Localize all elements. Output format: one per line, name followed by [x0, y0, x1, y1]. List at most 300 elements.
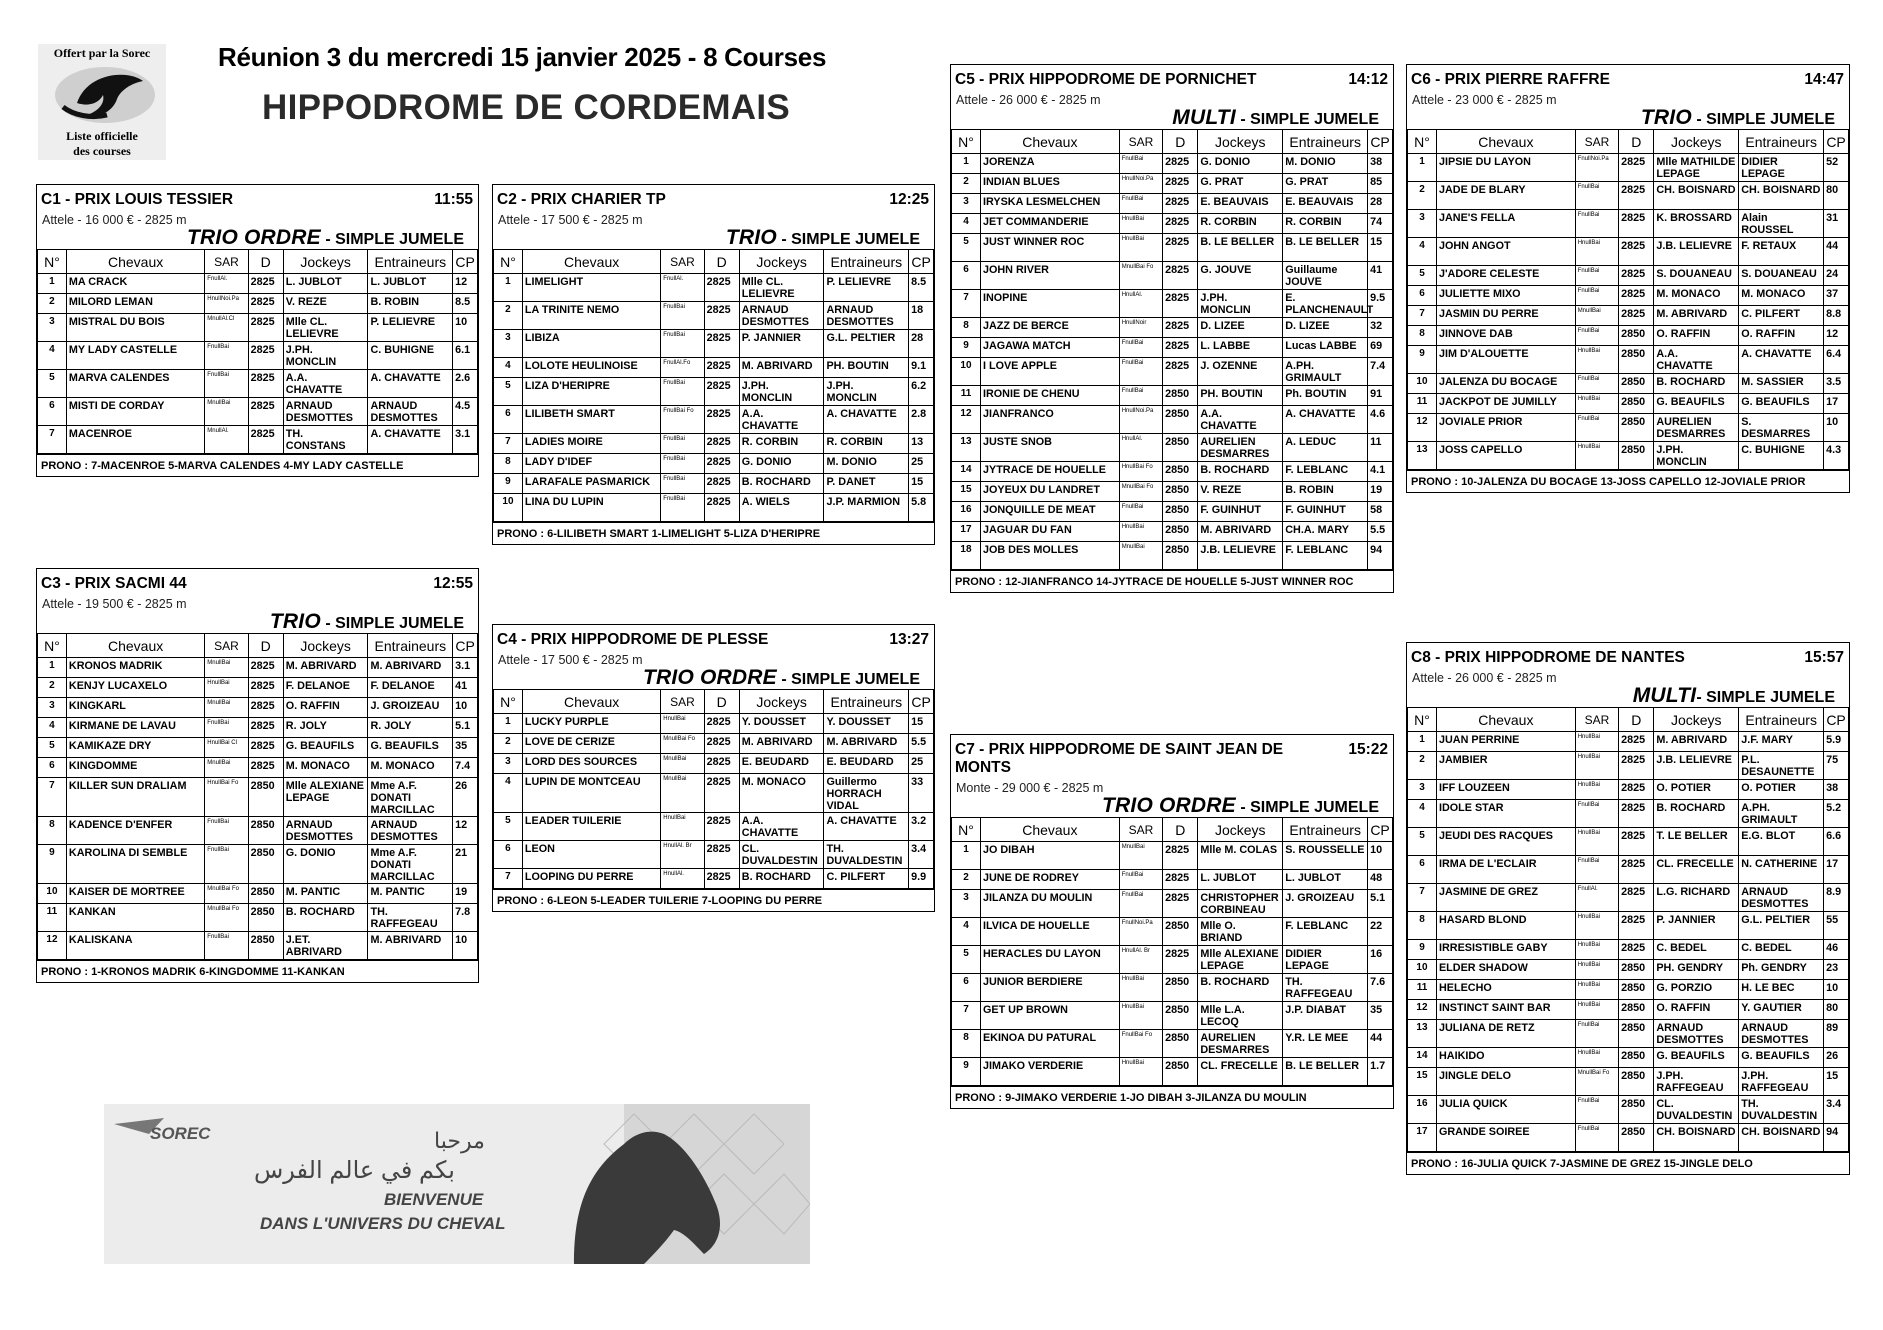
table-row: [952, 214, 1393, 234]
runner-trainer: ARNAUD DESMOTTES: [368, 398, 453, 426]
runner-trainer: M. DONIO: [824, 454, 909, 474]
runner-cp: 26: [453, 778, 478, 817]
runner-distance: 2850: [1619, 1048, 1654, 1068]
runners-table: [37, 633, 478, 960]
runner-number: 3: [38, 698, 67, 718]
runner-number: 8: [38, 817, 67, 845]
runner-jockey: M. ABRIVARD: [739, 734, 824, 754]
col-dist: D: [1619, 708, 1654, 732]
runner-cp: 9.5: [1368, 290, 1393, 318]
col-cp: CP: [1824, 708, 1849, 732]
runner-cp: 31: [1824, 210, 1849, 238]
runner-trainer: B. LE BELLER: [1283, 1058, 1368, 1086]
col-dist: D: [1163, 130, 1198, 154]
runner-distance: 2825: [704, 774, 739, 813]
col-horse: Chevaux: [980, 818, 1119, 842]
runner-cp: 12: [1824, 326, 1849, 346]
runner-distance: 2825: [1163, 358, 1198, 386]
runner-jockey: O. RAFFIN: [283, 698, 368, 718]
col-trainer: Entraineurs: [368, 634, 453, 658]
runner-distance: 2850: [1619, 1068, 1654, 1096]
table-row: [38, 426, 478, 454]
runner-cp: 89: [1824, 1020, 1849, 1048]
table-row: [1408, 306, 1849, 326]
col-horse: Chevaux: [522, 250, 660, 274]
col-dist: D: [1163, 818, 1198, 842]
runner-distance: 2825: [704, 813, 739, 841]
runner-sar: HnullNoi.Pa: [205, 294, 248, 314]
runner-horse: JIM D'ALOUETTE: [1436, 346, 1575, 374]
runner-sar: MnullBai Fo: [1119, 482, 1162, 502]
runner-horse: MISTI DE CORDAY: [66, 398, 204, 426]
runner-number: 3: [1408, 210, 1437, 238]
table-row: [1408, 752, 1849, 780]
runner-number: 2: [952, 870, 981, 890]
runner-cp: 17: [1824, 856, 1849, 884]
runner-distance: 2850: [1163, 1002, 1198, 1030]
runner-sar: MnullBai: [1119, 842, 1162, 870]
col-cp: CP: [909, 250, 934, 274]
runner-distance: 2850: [1619, 414, 1654, 442]
runner-trainer: ARNAUD DESMOTTES: [824, 302, 909, 330]
col-num: N°: [1408, 708, 1437, 732]
runner-cp: 5.9: [1824, 732, 1849, 752]
runners-table: [1407, 707, 1849, 1152]
runner-sar: FnullBai: [1119, 386, 1162, 406]
runner-sar: FnullBai: [661, 302, 704, 330]
runner-number: 4: [494, 358, 523, 378]
table-header-row: [38, 634, 478, 658]
table-header-row: [38, 250, 478, 274]
runner-distance: 2850: [248, 904, 283, 932]
runner-jockey: J.PH. MONCLIN: [1198, 290, 1283, 318]
race-card-c7: [950, 734, 1394, 1109]
runner-cp: 28: [909, 330, 934, 358]
runner-trainer: F. LEBLANC: [1283, 918, 1368, 946]
runner-cp: 10: [453, 698, 478, 718]
table-row: [952, 842, 1393, 870]
runner-cp: 8.5: [453, 294, 478, 314]
runner-number: 2: [1408, 182, 1437, 210]
runner-number: 9: [952, 1058, 981, 1086]
runner-horse: I LOVE APPLE: [980, 358, 1119, 386]
runner-horse: MISTRAL DU BOIS: [66, 314, 204, 342]
runner-distance: 2825: [248, 758, 283, 778]
runner-number: 6: [1408, 856, 1437, 884]
runner-horse: LUCKY PURPLE: [522, 714, 660, 734]
runner-number: 6: [494, 841, 523, 869]
runner-number: 1: [952, 842, 981, 870]
col-sar: SAR: [205, 250, 248, 274]
runner-horse: JUAN PERRINE: [1436, 732, 1575, 752]
runner-sar: FnullBai: [205, 845, 248, 884]
runner-cp: 12: [453, 274, 478, 294]
table-row: [952, 542, 1393, 570]
runner-number: 7: [1408, 306, 1437, 326]
runner-trainer: J. GROIZEAU: [1283, 890, 1368, 918]
runner-number: 4: [952, 214, 981, 234]
runner-jockey: J.B. LELIEVRE: [1198, 542, 1283, 570]
runner-jockey: B. ROCHARD: [739, 474, 824, 494]
runner-trainer: P. DANET: [824, 474, 909, 494]
table-row: [952, 522, 1393, 542]
runner-jockey: M. PANTIC: [283, 884, 368, 904]
table-row: [1408, 1000, 1849, 1020]
runner-horse: LIMELIGHT: [522, 274, 660, 302]
runner-distance: 2850: [1163, 1030, 1198, 1058]
runner-sar: HnullNoir: [1119, 318, 1162, 338]
runner-horse: LIBIZA: [522, 330, 660, 358]
runner-sar: MnullBai: [661, 774, 704, 813]
runner-jockey: M. ABRIVARD: [283, 658, 368, 678]
table-row: [952, 462, 1393, 482]
table-row: [494, 474, 934, 494]
runner-horse: LOLOTE HEULINOISE: [522, 358, 660, 378]
table-row: [1408, 326, 1849, 346]
col-horse: Chevaux: [66, 250, 204, 274]
table-row: [952, 174, 1393, 194]
runner-horse: KILLER SUN DRALIAM: [66, 778, 204, 817]
runner-horse: GET UP BROWN: [980, 1002, 1119, 1030]
runner-jockey: Mlle CL. LELIEVRE: [739, 274, 824, 302]
runner-number: 13: [1408, 442, 1437, 470]
runner-distance: 2825: [1619, 800, 1654, 828]
runner-sar: FnullNoi.Pa: [1119, 918, 1162, 946]
runner-jockey: ARNAUD DESMOTTES: [1654, 1020, 1739, 1048]
runner-number: 4: [38, 718, 67, 738]
runner-sar: FnullBai: [1119, 194, 1162, 214]
bet-main: MULTI: [1172, 106, 1236, 129]
race-conditions: Attele - 16 000 € - 2825 m: [42, 213, 187, 227]
race-prono: PRONO : 7-MACENROE 5-MARVA CALENDES 4-MY LADY CASTELLE: [37, 454, 478, 476]
runner-distance: 2850: [1619, 960, 1654, 980]
runner-distance: 2850: [1619, 980, 1654, 1000]
runner-number: 5: [494, 378, 523, 406]
runner-trainer: E.G. BLOT: [1739, 828, 1824, 856]
runner-distance: 2850: [1163, 542, 1198, 570]
col-horse: Chevaux: [1436, 708, 1575, 732]
runner-distance: 2825: [248, 294, 283, 314]
runner-jockey: S. DOUANEAU: [1654, 266, 1739, 286]
runner-number: 2: [38, 294, 67, 314]
col-dist: D: [704, 250, 739, 274]
runner-sar: HnullAl.: [1119, 290, 1162, 318]
runner-distance: 2825: [704, 302, 739, 330]
runner-jockey: M. MONACO: [739, 774, 824, 813]
runner-trainer: TH. DUVALDESTIN: [1739, 1096, 1824, 1124]
runner-number: 3: [494, 330, 523, 358]
runner-horse: HAIKIDO: [1436, 1048, 1575, 1068]
runner-distance: 2850: [1163, 1058, 1198, 1086]
banner-welcome: BIENVENUE: [384, 1190, 484, 1209]
runner-trainer: P.L. DESAUNETTE: [1739, 752, 1824, 780]
runner-jockey: Mlle O. BRIAND: [1198, 918, 1283, 946]
runner-trainer: G. BEAUFILS: [368, 738, 453, 758]
runner-distance: 2850: [248, 778, 283, 817]
bet-rest: - SIMPLE JUMELE: [1691, 111, 1835, 128]
runner-distance: 2825: [1619, 306, 1654, 326]
runner-number: 9: [1408, 940, 1437, 960]
runner-number: 3: [38, 314, 67, 342]
runner-cp: 5.8: [909, 494, 934, 522]
race-prono: PRONO : 16-JULIA QUICK 7-JASMINE DE GREZ 15-JINGLE DELO: [1407, 1152, 1849, 1174]
race-name: C8 - PRIX HIPPODROME DE NANTES: [1411, 649, 1685, 666]
runner-trainer: Guillaume JOUVE: [1283, 262, 1368, 290]
runner-jockey: G. DONIO: [283, 845, 368, 884]
table-row: [494, 813, 934, 841]
col-num: N°: [38, 250, 67, 274]
runner-sar: HnullBai: [1119, 234, 1162, 262]
runner-cp: 55: [1824, 912, 1849, 940]
race-bet-types: [37, 227, 478, 249]
race-time: 11:55: [434, 191, 473, 208]
runner-cp: 85: [1368, 174, 1393, 194]
runner-jockey: V. REZE: [283, 294, 368, 314]
runner-jockey: B. ROCHARD: [1654, 800, 1739, 828]
col-trainer: Entraineurs: [1739, 130, 1824, 154]
runner-horse: JOB DES MOLLES: [980, 542, 1119, 570]
runner-cp: 69: [1368, 338, 1393, 358]
runner-horse: JUST WINNER ROC: [980, 234, 1119, 262]
runner-sar: HnullBai Cl: [205, 738, 248, 758]
race-prono: PRONO : 6-LILIBETH SMART 1-LIMELIGHT 5-LIZA D'HERIPRE: [493, 522, 934, 544]
runner-trainer: G.L. PELTIER: [1739, 912, 1824, 940]
runner-horse: MA CRACK: [66, 274, 204, 294]
runner-horse: EKINOA DU PATURAL: [980, 1030, 1119, 1058]
runner-trainer: A. CHAVATTE: [824, 813, 909, 841]
runner-sar: MnullBai: [205, 658, 248, 678]
runner-trainer: J.F. MARY: [1739, 732, 1824, 752]
runner-cp: 18: [909, 302, 934, 330]
runner-distance: 2825: [1163, 318, 1198, 338]
runner-horse: JUNE DE RODREY: [980, 870, 1119, 890]
race-name: C1 - PRIX LOUIS TESSIER: [41, 191, 234, 208]
runner-jockey: L. JUBLOT: [1198, 870, 1283, 890]
runner-cp: 48: [1368, 870, 1393, 890]
race-prono: PRONO : 12-JIANFRANCO 14-JYTRACE DE HOUELLE 5-JUST WINNER ROC: [951, 570, 1393, 592]
runner-cp: 35: [453, 738, 478, 758]
runner-trainer: M. DONIO: [1283, 154, 1368, 174]
runner-number: 1: [38, 274, 67, 294]
runner-jockey: P. JANNIER: [1654, 912, 1739, 940]
runner-jockey: B. ROCHARD: [739, 869, 824, 889]
runner-jockey: M. ABRIVARD: [739, 358, 824, 378]
table-row: [1408, 1048, 1849, 1068]
table-row: [38, 778, 478, 817]
col-jockey: Jockeys: [1198, 130, 1283, 154]
runner-sar: HnullAl. Br: [1119, 946, 1162, 974]
race-bet-types: [493, 227, 934, 249]
runner-jockey: J.PH. RAFFEGEAU: [1654, 1068, 1739, 1096]
runner-cp: 6.4: [1824, 346, 1849, 374]
runner-number: 6: [494, 406, 523, 434]
table-row: [952, 1058, 1393, 1086]
runner-sar: HnullBai: [1119, 522, 1162, 542]
runner-number: 1: [952, 154, 981, 174]
runner-horse: IRMA DE L'ECLAIR: [1436, 856, 1575, 884]
runner-trainer: G.L. PELTIER: [824, 330, 909, 358]
runner-cp: 7.4: [453, 758, 478, 778]
runner-trainer: F. RETAUX: [1739, 238, 1824, 266]
runner-sar: MnullBai Fo: [205, 884, 248, 904]
col-trainer: Entraineurs: [824, 690, 909, 714]
runner-cp: 37: [1824, 286, 1849, 306]
runner-horse: JIMAKO VERDERIE: [980, 1058, 1119, 1086]
table-row: [494, 302, 934, 330]
table-row: [494, 406, 934, 434]
runner-jockey: L. JUBLOT: [283, 274, 368, 294]
runner-sar: MnullBai: [1119, 542, 1162, 570]
runner-trainer: DIDIER LEPAGE: [1283, 946, 1368, 974]
runner-number: 9: [38, 845, 67, 884]
race-conditions: Attele - 17 500 € - 2825 m: [498, 653, 643, 667]
runner-trainer: C. BEDEL: [1739, 940, 1824, 960]
table-row: [952, 946, 1393, 974]
runner-horse: JAGUAR DU FAN: [980, 522, 1119, 542]
runner-cp: 8.9: [1824, 884, 1849, 912]
runner-horse: MARVA CALENDES: [66, 370, 204, 398]
col-trainer: Entraineurs: [1283, 818, 1368, 842]
runner-sar: FnullBai: [205, 342, 248, 370]
runner-cp: 74: [1368, 214, 1393, 234]
runner-trainer: J.P. DIABAT: [1283, 1002, 1368, 1030]
runner-horse: HELECHO: [1436, 980, 1575, 1000]
runner-number: 9: [494, 474, 523, 494]
runner-distance: 2850: [1163, 522, 1198, 542]
runner-distance: 2850: [248, 817, 283, 845]
runner-jockey: M. ABRIVARD: [1654, 306, 1739, 326]
runner-cp: 32: [1368, 318, 1393, 338]
runner-number: 3: [494, 754, 523, 774]
runner-distance: 2825: [1619, 266, 1654, 286]
runner-cp: 15: [1368, 234, 1393, 262]
runner-trainer: Mme A.F. DONATI MARCILLAC: [368, 778, 453, 817]
runner-horse: KADENCE D'ENFER: [66, 817, 204, 845]
runner-jockey: K. BROSSARD: [1654, 210, 1739, 238]
runner-number: 7: [494, 434, 523, 454]
runner-cp: 11: [1368, 434, 1393, 462]
runner-trainer: Alain ROUSSEL: [1739, 210, 1824, 238]
runner-sar: HnullAl.: [1119, 434, 1162, 462]
table-row: [952, 434, 1393, 462]
runner-number: 15: [1408, 1068, 1437, 1096]
table-row: [494, 841, 934, 869]
runner-sar: FnullBai: [1119, 502, 1162, 522]
runner-jockey: G. DONIO: [1198, 154, 1283, 174]
runner-distance: 2825: [248, 678, 283, 698]
runner-horse: JIANFRANCO: [980, 406, 1119, 434]
runner-jockey: Mlle ALEXIANE LEPAGE: [283, 778, 368, 817]
runner-sar: FnullBai: [1119, 338, 1162, 358]
table-row: [1408, 1096, 1849, 1124]
runner-number: 11: [38, 904, 67, 932]
runner-trainer: J.PH. MONCLIN: [824, 378, 909, 406]
runner-trainer: A. CHAVATTE: [368, 426, 453, 454]
runner-number: 8: [494, 454, 523, 474]
runner-cp: 3.1: [453, 426, 478, 454]
runner-number: 4: [494, 774, 523, 813]
runner-sar: MnullBai Fo: [1119, 262, 1162, 290]
runner-jockey: J. OZENNE: [1198, 358, 1283, 386]
race-time: 14:12: [1348, 71, 1388, 88]
runner-number: 12: [952, 406, 981, 434]
table-row: [494, 869, 934, 889]
runner-number: 15: [952, 482, 981, 502]
table-row: [952, 870, 1393, 890]
runner-sar: FnullBai: [1575, 286, 1618, 306]
table-row: [952, 1030, 1393, 1058]
runner-distance: 2825: [704, 474, 739, 494]
runner-horse: KENJY LUCAXELO: [66, 678, 204, 698]
runner-cp: 15: [1824, 1068, 1849, 1096]
runner-jockey: G. PRAT: [1198, 174, 1283, 194]
race-header: [493, 625, 934, 649]
col-num: N°: [1408, 130, 1437, 154]
runner-cp: 4.6: [1368, 406, 1393, 434]
race-prono: PRONO : 10-JALENZA DU BOCAGE 13-JOSS CAPELLO 12-JOVIALE PRIOR: [1407, 470, 1849, 492]
table-row: [952, 290, 1393, 318]
table-row: [952, 338, 1393, 358]
table-row: [494, 274, 934, 302]
runner-trainer: F. LEBLANC: [1283, 462, 1368, 482]
runner-distance: 2825: [1619, 828, 1654, 856]
runner-distance: 2850: [1619, 1096, 1654, 1124]
runner-sar: HnullBai: [1119, 1002, 1162, 1030]
runner-cp: 12: [453, 817, 478, 845]
table-row: [38, 718, 478, 738]
runner-jockey: CH. BOISNARD: [1654, 1124, 1739, 1152]
col-trainer: Entraineurs: [824, 250, 909, 274]
table-row: [38, 370, 478, 398]
runner-number: 11: [1408, 394, 1437, 414]
runner-jockey: PH. BOUTIN: [1198, 386, 1283, 406]
col-trainer: Entraineurs: [1739, 708, 1824, 732]
runner-number: 1: [494, 714, 523, 734]
runner-horse: INOPINE: [980, 290, 1119, 318]
table-row: [1408, 800, 1849, 828]
runner-jockey: L. LABBE: [1198, 338, 1283, 358]
runner-cp: 28: [1368, 194, 1393, 214]
table-header-row: [952, 130, 1393, 154]
runner-horse: LUPIN DE MONTCEAU: [522, 774, 660, 813]
runner-jockey: Mlle L.A. LECOQ: [1198, 1002, 1283, 1030]
runner-distance: 2850: [1163, 502, 1198, 522]
runners-table: [1407, 129, 1849, 470]
runner-horse: JO DIBAH: [980, 842, 1119, 870]
runner-sar: HnullBai: [1575, 346, 1618, 374]
runner-distance: 2850: [1163, 462, 1198, 482]
runner-trainer: CH. BOISNARD: [1739, 1124, 1824, 1152]
runner-jockey: AURELIEN DESMARRES: [1198, 1030, 1283, 1058]
runner-horse: JINNOVE DAB: [1436, 326, 1575, 346]
runner-trainer: A. CHAVATTE: [1739, 346, 1824, 374]
runner-sar: MnullBai Fo: [1575, 1068, 1618, 1096]
runner-sar: FnullBai: [205, 932, 248, 960]
runner-number: 7: [1408, 884, 1437, 912]
runner-cp: 7.6: [1368, 974, 1393, 1002]
table-header-row: [494, 690, 934, 714]
runner-distance: 2825: [1163, 338, 1198, 358]
runner-horse: JACKPOT DE JUMILLY: [1436, 394, 1575, 414]
runner-trainer: M. ABRIVARD: [368, 658, 453, 678]
runner-horse: JAZZ DE BERCE: [980, 318, 1119, 338]
col-num: N°: [38, 634, 67, 658]
runner-jockey: TH. CONSTANS: [283, 426, 368, 454]
runner-jockey: G. PORZIO: [1654, 980, 1739, 1000]
runner-horse: JULIA QUICK: [1436, 1096, 1575, 1124]
runner-distance: 2850: [1619, 374, 1654, 394]
runner-trainer: Guillermo HORRACH VIDAL: [824, 774, 909, 813]
